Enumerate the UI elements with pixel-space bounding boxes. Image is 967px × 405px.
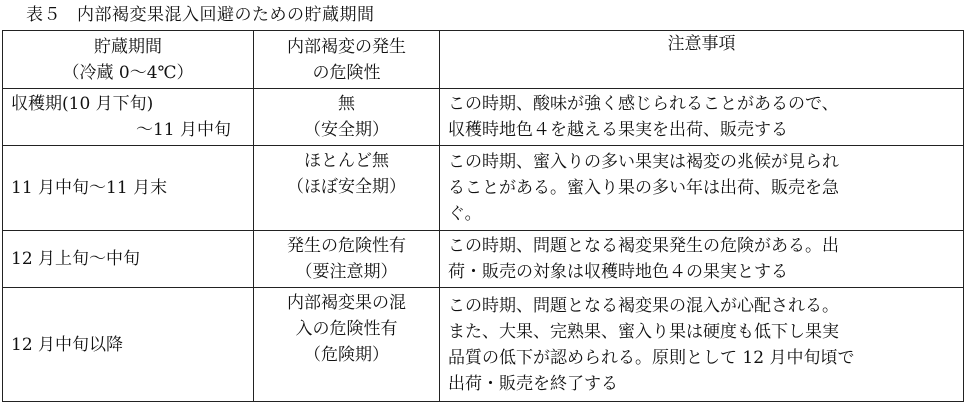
risk-line: （安全期） <box>304 120 389 140</box>
header-note <box>440 31 964 89</box>
risk-line: （要注意期） <box>295 262 398 282</box>
risk-line: 入の危険性有 <box>295 319 398 339</box>
note-line: 収穫時地色４を越える果実を出荷、販売する <box>448 120 788 140</box>
header-risk-line: 内部褐変の発生 <box>287 36 406 57</box>
table-caption <box>26 4 375 26</box>
period-line: 12 月中旬以降 <box>11 334 124 355</box>
risk-cell <box>254 231 440 288</box>
note-line: また、大果、完熟果、蜜入り果は硬度も低下し果実 <box>448 321 839 342</box>
note-line: 荷・販売の対象は収穫時地色４の果実とする <box>448 262 788 282</box>
table-title: 内部褐変果混入回避のための貯蔵期間 <box>77 5 375 25</box>
period-cell <box>3 89 254 146</box>
table-row <box>3 288 964 402</box>
note-cell <box>440 231 964 288</box>
period-line: 収穫期(10 月下旬) <box>11 94 154 114</box>
note-line: 品質の低下が認められる。原則として 12 月中旬頃で <box>448 347 855 368</box>
period-line: 11 月中旬〜11 月末 <box>11 178 168 198</box>
risk-line: 内部褐変果の混 <box>287 293 406 313</box>
table-row <box>3 231 964 288</box>
header-period-line: 貯蔵期間 <box>94 36 162 57</box>
risk-cell <box>254 288 440 402</box>
period-cell <box>3 146 254 231</box>
period-cell <box>3 231 254 288</box>
table-row <box>3 89 964 146</box>
risk-cell <box>254 146 440 231</box>
note-cell <box>440 146 964 231</box>
period-cell <box>3 288 254 402</box>
note-cell <box>440 89 964 146</box>
header-note-line: 注意事項 <box>667 34 736 54</box>
note-line: この時期、問題となる褐変果発生の危険がある。出 <box>448 236 839 256</box>
note-cell <box>440 288 964 402</box>
risk-cell <box>254 89 440 146</box>
period-line: 12 月上旬〜中旬 <box>11 249 141 269</box>
period-line: 〜11 月中旬 <box>135 120 231 140</box>
risk-line: 無 <box>338 94 355 114</box>
risk-line: （ほぼ安全期） <box>287 177 406 197</box>
risk-line: ほとんど無 <box>304 151 389 171</box>
table-number: 表５ <box>26 5 61 25</box>
risk-line: 発生の危険性有 <box>287 236 406 256</box>
header-risk <box>254 31 440 89</box>
header-period-line: （冷蔵 0〜4℃） <box>62 62 194 83</box>
header-risk-line: の危険性 <box>312 62 381 83</box>
note-line: 出荷・販売を終了する <box>448 373 618 394</box>
note-line: ることがある。蜜入り果の多い年は出荷、販売を急 <box>448 178 839 198</box>
header-row <box>3 31 964 89</box>
note-line: この時期、問題となる褐変果の混入が心配される。 <box>448 295 839 316</box>
note-line: ぐ。 <box>448 204 482 224</box>
storage-period-table <box>2 30 964 402</box>
risk-line: （危険期） <box>304 345 389 365</box>
header-period <box>3 31 254 89</box>
note-line: この時期、蜜入りの多い果実は褐変の兆候が見られ <box>448 152 839 172</box>
note-line: この時期、酸味が強く感じられることがあるので、 <box>448 94 839 114</box>
table-row <box>3 146 964 231</box>
